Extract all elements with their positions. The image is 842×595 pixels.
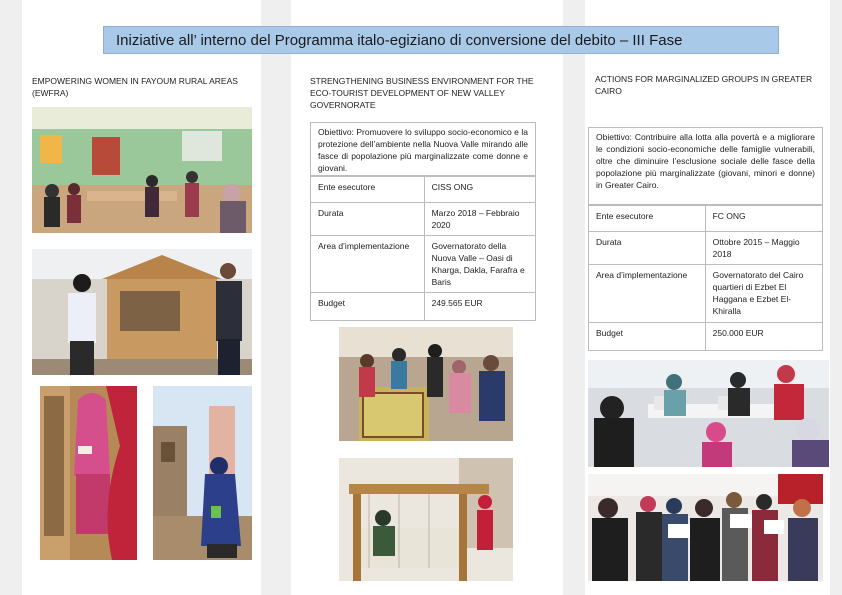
woman-kiosk-photo bbox=[40, 386, 137, 560]
page-title: Iniziative all’ interno del Programma italo-egiziano di conversione del debito – III Fase bbox=[103, 26, 779, 54]
table-row bbox=[589, 206, 823, 232]
table-row bbox=[311, 177, 536, 203]
row-label: Area d’implementazione bbox=[589, 265, 706, 323]
wooden-kiosk-photo bbox=[32, 249, 252, 375]
village-woman-photo bbox=[153, 386, 252, 560]
row-label: Budget bbox=[589, 323, 706, 351]
objective-box-greater-cairo: Obiettivo: Contribuire alla lotta alla povertà e a migliorare le condizioni socio-economiche delle famiglie vulnerabili, oltre che diminuire l’esclusione sociale delle fasce della popolazione più marginalizzate (giovani, minori e donne) in Greater Cairo. bbox=[588, 127, 823, 205]
info-table-new-valley bbox=[310, 176, 536, 321]
row-value: 249.565 EUR bbox=[424, 293, 535, 321]
row-value: Governatorato del Cairo quartieri di Ezbet El Haggana e Ezbet El-Khiralla bbox=[705, 265, 822, 323]
row-value: Governatorato della Nuova Valle – Oasi di Kharga, Dakla, Farafra e Baris bbox=[424, 236, 535, 293]
row-value: CISS ONG bbox=[424, 177, 535, 203]
row-value: Ottobre 2015 – Maggio 2018 bbox=[705, 232, 822, 265]
right-margin-band bbox=[830, 0, 842, 595]
table-row bbox=[311, 203, 536, 236]
left-margin-band bbox=[0, 0, 22, 595]
row-value: Marzo 2018 – Febbraio 2020 bbox=[424, 203, 535, 236]
info-table-greater-cairo bbox=[588, 205, 823, 351]
table-row bbox=[589, 232, 823, 265]
column-heading-fayoum: EMPOWERING WOMEN IN FAYOUM RURAL AREAS (EWFRA) bbox=[32, 76, 238, 98]
sewing-class-photo bbox=[588, 360, 829, 467]
row-label: Ente esecutore bbox=[589, 206, 706, 232]
row-label: Budget bbox=[311, 293, 425, 321]
certificates-group-photo bbox=[588, 474, 823, 581]
column-heading-greater-cairo: ACTIONS FOR MARGINALIZED GROUPS IN GREATER CAIRO bbox=[595, 74, 813, 96]
column-heading-new-valley: STRENGTHENING BUSINESS ENVIRONMENT FOR THE ECO-TOURIST DEVELOPMENT OF NEW VALLEY GOVERNORATE bbox=[310, 76, 534, 110]
table-row bbox=[311, 236, 536, 293]
gutter-band-2 bbox=[563, 0, 585, 595]
classroom-women-photo bbox=[32, 107, 252, 233]
table-row bbox=[311, 293, 536, 321]
table-row bbox=[589, 323, 823, 351]
row-value: FC ONG bbox=[705, 206, 822, 232]
row-value: 250.000 EUR bbox=[705, 323, 822, 351]
loom-workshop-photo bbox=[339, 458, 513, 581]
row-label: Durata bbox=[589, 232, 706, 265]
row-label: Durata bbox=[311, 203, 425, 236]
row-label: Area d’implementazione bbox=[311, 236, 425, 293]
row-label: Ente esecutore bbox=[311, 177, 425, 203]
carpet-weaving-group-photo bbox=[339, 327, 513, 441]
gutter-band-1 bbox=[261, 0, 291, 595]
objective-box-new-valley: Obiettivo: Promuovere lo sviluppo socio-economico e la protezione dell’ambiente nella Nuova Valle mirando alle fasce di popolazione più marginalizzate come donne e giovani. bbox=[310, 122, 536, 176]
table-row bbox=[589, 265, 823, 323]
